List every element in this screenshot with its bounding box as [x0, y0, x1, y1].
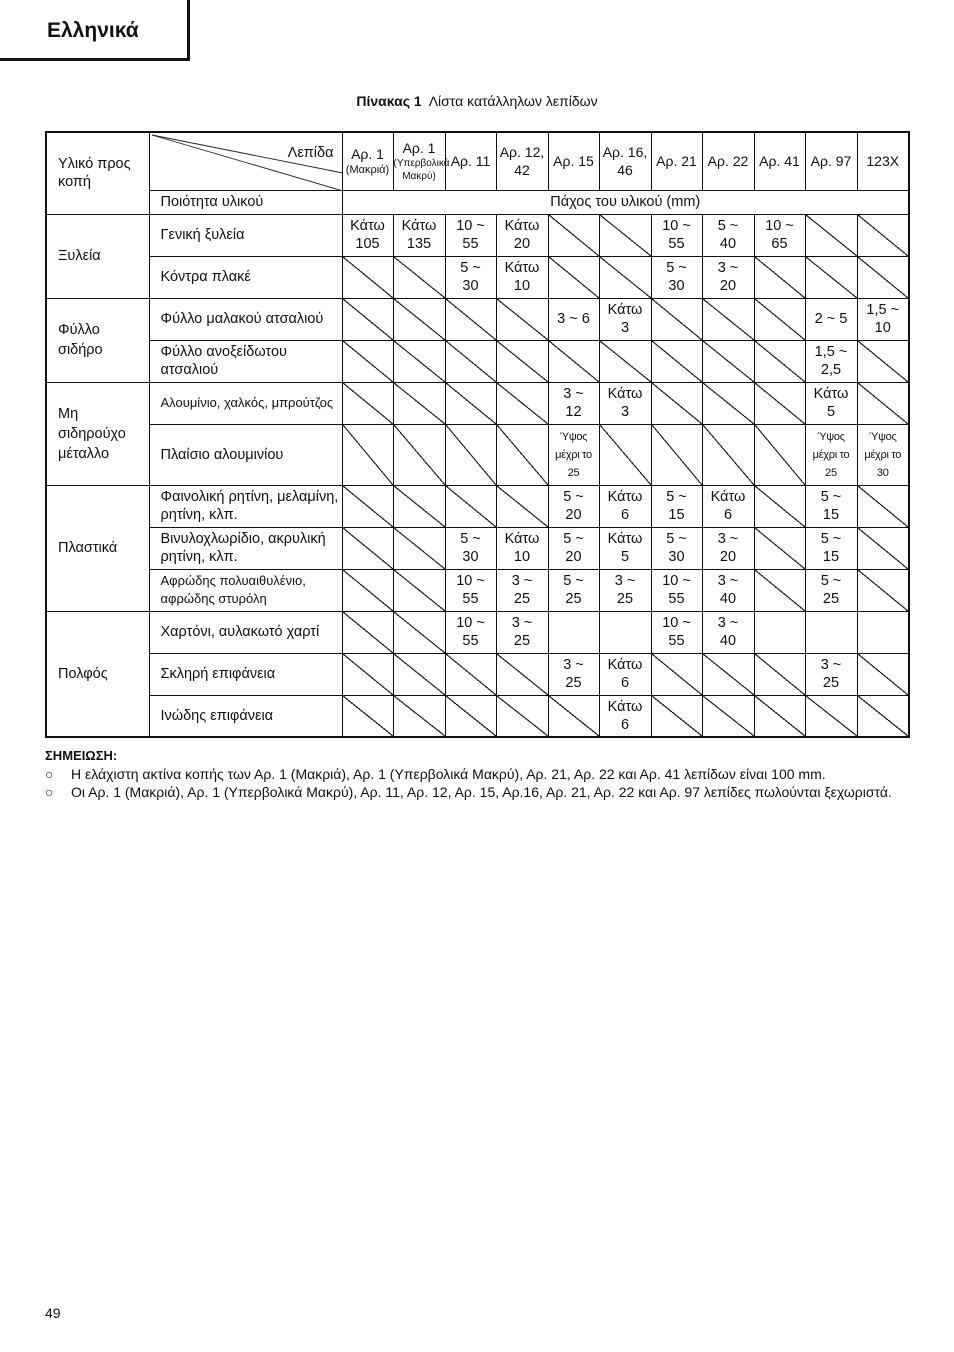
thickness-value: 5 ~ 20 — [563, 531, 584, 565]
thickness-value: 10 ~ 55 — [456, 573, 485, 607]
thickness-value: Κάτω 5 — [607, 531, 643, 565]
thickness-cell — [599, 298, 651, 340]
thickness-cell — [548, 569, 599, 611]
not-applicable-cell — [702, 653, 754, 695]
not-applicable-cell — [548, 695, 599, 737]
thickness-value: 5 ~ 30 — [666, 531, 687, 565]
not-applicable-cell — [342, 695, 393, 737]
quality-cell — [149, 653, 342, 695]
material-label: Ξυλεία — [58, 248, 101, 264]
quality-label: Σκληρή επιφάνεια — [160, 666, 276, 682]
quality-label: Φύλλο μαλακού ατσαλιού — [160, 311, 324, 327]
table-caption — [0, 93, 954, 109]
not-applicable-cell — [651, 653, 702, 695]
thickness-cell — [496, 256, 548, 298]
thickness-cell — [599, 485, 651, 527]
thickness-value: 3 ~ 25 — [511, 573, 533, 607]
thickness-value: 3 ~ 25 — [820, 657, 842, 691]
thickness-header — [342, 190, 909, 214]
thickness-cell — [857, 298, 909, 340]
quality-label: Φύλλο ανοξείδωτου ατσαλιού — [160, 344, 287, 378]
not-applicable-cell — [445, 340, 496, 382]
thickness-value: Κάτω 3 — [607, 386, 643, 420]
blade-name: 123X — [866, 153, 900, 170]
not-applicable-cell — [651, 298, 702, 340]
blade-column-header — [805, 132, 857, 190]
not-applicable-cell — [754, 569, 805, 611]
thickness-value: 5 ~ 30 — [460, 531, 481, 565]
quality-label: Πλαίσιο αλουμινίου — [160, 446, 284, 463]
table-row — [46, 569, 909, 611]
blade-column-header — [496, 132, 548, 190]
thickness-cell — [702, 485, 754, 527]
thickness-value: Κάτω 105 — [350, 218, 385, 252]
blade-name: Αρ. 97 — [810, 153, 852, 170]
thickness-cell — [548, 485, 599, 527]
not-applicable-cell — [393, 485, 445, 527]
thickness-value: 5 ~ 20 — [563, 489, 584, 523]
thickness-value: 5 ~ 15 — [820, 531, 842, 565]
blade-name: Αρ. 1 — [402, 140, 436, 157]
thickness-cell — [702, 256, 754, 298]
quality-cell — [149, 298, 342, 340]
material-cell — [46, 485, 149, 611]
thickness-cell — [599, 382, 651, 424]
thickness-value: 3 ~ 25 — [511, 615, 533, 649]
thickness-value: Κάτω 20 — [504, 218, 540, 252]
thickness-value: Κάτω 3 — [607, 302, 643, 336]
thickness-value: Κάτω 10 — [504, 531, 540, 565]
blade-header-label: Λεπίδα — [287, 145, 334, 161]
thickness-value: 10 ~ 55 — [456, 218, 485, 252]
not-applicable-cell — [393, 424, 445, 485]
not-applicable-cell — [599, 424, 651, 485]
thickness-cell — [805, 485, 857, 527]
diagonal-lines — [150, 133, 343, 191]
thickness-value: Κάτω 6 — [710, 489, 746, 523]
diagonal-header — [149, 132, 342, 190]
thickness-cell — [445, 527, 496, 569]
not-applicable-cell — [754, 424, 805, 485]
not-applicable-cell — [342, 340, 393, 382]
thickness-cell — [445, 569, 496, 611]
blade-column-header — [548, 132, 599, 190]
thickness-cell — [548, 527, 599, 569]
material-cell — [46, 298, 149, 382]
material-header-label: Υλικό προς κοπή — [58, 156, 131, 191]
thickness-cell — [342, 214, 393, 256]
page-number: 49 — [45, 1305, 61, 1321]
thickness-value: 5 ~ 30 — [460, 260, 481, 294]
not-applicable-cell — [651, 340, 702, 382]
not-applicable-cell — [548, 340, 599, 382]
thickness-cell — [651, 527, 702, 569]
not-applicable-cell — [445, 695, 496, 737]
not-applicable-cell — [805, 214, 857, 256]
thickness-value: 5 ~ 25 — [563, 573, 584, 607]
thickness-cell — [702, 611, 754, 653]
quality-label: Ινώδης επιφάνεια — [160, 707, 274, 724]
thickness-cell — [548, 424, 599, 485]
thickness-cell — [548, 382, 599, 424]
thickness-cell — [548, 611, 599, 653]
notes-section — [45, 747, 907, 801]
thickness-cell — [445, 214, 496, 256]
not-applicable-cell — [754, 695, 805, 737]
thickness-value: Ύψος μέχρι το 30 — [864, 430, 902, 479]
quality-cell — [149, 611, 342, 653]
not-applicable-cell — [754, 653, 805, 695]
note-item — [45, 765, 907, 783]
thickness-value: 3 ~ 6 — [557, 311, 590, 327]
not-applicable-cell — [342, 256, 393, 298]
quality-cell — [149, 382, 342, 424]
thickness-value: Κάτω 10 — [504, 260, 540, 294]
blade-column-header — [754, 132, 805, 190]
note-text: Οι Αρ. 1 (Μακριά), Αρ. 1 (Υπερβολικά Μακρύ), Αρ. 11, Αρ. 12, Αρ. 15, Αρ.16, Αρ. 21, Αρ. 22 και Αρ. 97 λεπίδες πωλούνται ξεχωριστά. — [71, 784, 892, 800]
material-header — [46, 132, 149, 214]
thickness-value: Ύψος μέχρι το 25 — [555, 430, 592, 479]
not-applicable-cell — [393, 382, 445, 424]
blade-name: Αρ. 22 — [707, 153, 749, 170]
thickness-value: 3 ~ 20 — [717, 260, 739, 294]
table-row — [46, 214, 909, 256]
blade-name: Αρ. 12, 42 — [499, 144, 545, 179]
not-applicable-cell — [702, 382, 754, 424]
blade-column-header — [651, 132, 702, 190]
not-applicable-cell — [496, 485, 548, 527]
thickness-value: 3 ~ 12 — [563, 386, 584, 420]
thickness-cell — [496, 527, 548, 569]
thickness-value: 10 ~ 65 — [765, 218, 794, 252]
material-cell — [46, 611, 149, 737]
circle-bullet-icon: ○ — [45, 784, 54, 800]
quality-cell — [149, 340, 342, 382]
quality-label: Αφρώδης πολυαιθυλένιο, αφρώδης στυρόλη — [160, 573, 306, 606]
thickness-value: 1,5 ~ 10 — [866, 302, 900, 336]
material-label: Μη σιδηρούχο μέταλλο — [58, 405, 126, 462]
header-row-blades — [46, 132, 909, 190]
not-applicable-cell — [496, 298, 548, 340]
circle-bullet-icon: ○ — [45, 766, 54, 782]
thickness-cell — [496, 569, 548, 611]
thickness-cell — [857, 424, 909, 485]
caption-label: Πίνακας 1 — [356, 93, 422, 109]
table-row — [46, 382, 909, 424]
thickness-cell — [599, 653, 651, 695]
thickness-cell — [599, 527, 651, 569]
not-applicable-cell — [599, 256, 651, 298]
blade-column-header — [702, 132, 754, 190]
not-applicable-cell — [754, 256, 805, 298]
not-applicable-cell — [393, 527, 445, 569]
table-row — [46, 256, 909, 298]
not-applicable-cell — [599, 214, 651, 256]
thickness-value: Κάτω 6 — [607, 489, 643, 523]
thickness-value: 5 ~ 25 — [820, 573, 842, 607]
not-applicable-cell — [857, 382, 909, 424]
not-applicable-cell — [754, 298, 805, 340]
blade-subname: (Μακριά) — [345, 164, 390, 177]
quality-label: Χαρτόνι, αυλακωτό χαρτί — [160, 624, 320, 640]
thickness-value: Κάτω 5 — [813, 386, 849, 420]
not-applicable-cell — [342, 298, 393, 340]
thickness-value: 5 ~ 15 — [820, 489, 842, 523]
not-applicable-cell — [393, 256, 445, 298]
quality-cell — [149, 695, 342, 737]
not-applicable-cell — [496, 382, 548, 424]
note-item — [45, 783, 907, 801]
thickness-cell — [754, 214, 805, 256]
thickness-cell — [805, 382, 857, 424]
blade-subname: (Υπερβολικά Μακρύ) — [393, 158, 450, 183]
not-applicable-cell — [393, 611, 445, 653]
quality-cell — [149, 569, 342, 611]
material-cell — [46, 382, 149, 485]
language-label: Ελληνικά — [47, 19, 139, 42]
not-applicable-cell — [651, 424, 702, 485]
table-row — [46, 653, 909, 695]
quality-header-label: Ποιότητα υλικού — [160, 194, 264, 210]
thickness-cell — [651, 214, 702, 256]
not-applicable-cell — [651, 382, 702, 424]
notes-title: ΣΗΜΕΙΩΣΗ: — [45, 748, 118, 763]
blade-table — [45, 131, 910, 738]
quality-cell — [149, 256, 342, 298]
thickness-value: 5 ~ 15 — [666, 489, 687, 523]
table-row — [46, 527, 909, 569]
thickness-header-label: Πάχος του υλικού (mm) — [550, 194, 701, 210]
thickness-cell — [445, 256, 496, 298]
thickness-cell — [651, 256, 702, 298]
thickness-cell — [496, 214, 548, 256]
thickness-value: 3 ~ 40 — [717, 573, 739, 607]
not-applicable-cell — [342, 382, 393, 424]
caption-text: Λίστα κατάλληλων λεπίδων — [428, 93, 598, 109]
not-applicable-cell — [393, 695, 445, 737]
thickness-value: 1,5 ~ 2,5 — [814, 344, 848, 378]
quality-label: Αλουμίνιο, χαλκός, μπρούτζος — [160, 395, 334, 410]
thickness-cell — [702, 214, 754, 256]
not-applicable-cell — [702, 298, 754, 340]
quality-header — [149, 190, 342, 214]
thickness-cell — [599, 695, 651, 737]
thickness-cell — [805, 611, 857, 653]
thickness-value: 10 ~ 55 — [662, 573, 691, 607]
quality-cell — [149, 214, 342, 256]
thickness-cell — [496, 611, 548, 653]
thickness-cell — [805, 569, 857, 611]
not-applicable-cell — [445, 298, 496, 340]
thickness-cell — [805, 653, 857, 695]
not-applicable-cell — [445, 485, 496, 527]
thickness-cell — [445, 611, 496, 653]
not-applicable-cell — [496, 424, 548, 485]
not-applicable-cell — [342, 569, 393, 611]
material-label: Φύλλο σιδήρο — [58, 322, 103, 358]
not-applicable-cell — [393, 569, 445, 611]
not-applicable-cell — [805, 256, 857, 298]
material-label: Πολφός — [58, 665, 108, 682]
table-row — [46, 298, 909, 340]
not-applicable-cell — [445, 424, 496, 485]
thickness-cell — [599, 569, 651, 611]
not-applicable-cell — [445, 653, 496, 695]
thickness-value: 10 ~ 55 — [662, 218, 691, 252]
thickness-value: Κάτω 6 — [607, 698, 643, 733]
blade-column-header — [445, 132, 496, 190]
table-row — [46, 485, 909, 527]
thickness-cell — [651, 611, 702, 653]
thickness-value: 3 ~ 40 — [717, 615, 739, 649]
not-applicable-cell — [342, 653, 393, 695]
thickness-value: 3 ~ 20 — [717, 531, 739, 565]
table-row — [46, 424, 909, 485]
thickness-value: 10 ~ 55 — [456, 615, 485, 649]
not-applicable-cell — [702, 424, 754, 485]
thickness-value: Κάτω 135 — [401, 218, 437, 252]
not-applicable-cell — [702, 695, 754, 737]
quality-cell — [149, 424, 342, 485]
not-applicable-cell — [599, 340, 651, 382]
not-applicable-cell — [342, 527, 393, 569]
material-cell — [46, 214, 149, 298]
quality-cell — [149, 485, 342, 527]
thickness-value: 3 ~ 25 — [563, 657, 584, 691]
blade-column-header — [599, 132, 651, 190]
not-applicable-cell — [342, 424, 393, 485]
thickness-value: 3 ~ 25 — [614, 573, 636, 607]
quality-label: Κόντρα πλακέ — [160, 269, 251, 285]
thickness-value: 5 ~ 30 — [666, 260, 687, 294]
not-applicable-cell — [393, 298, 445, 340]
not-applicable-cell — [342, 485, 393, 527]
table-row — [46, 611, 909, 653]
thickness-value: Ύψος μέχρι το 25 — [812, 430, 850, 479]
thickness-value: 5 ~ 40 — [717, 218, 739, 252]
not-applicable-cell — [857, 569, 909, 611]
blade-column-header — [342, 132, 393, 190]
thickness-cell — [548, 298, 599, 340]
thickness-cell — [702, 569, 754, 611]
thickness-value: 2 ~ 5 — [814, 311, 848, 327]
blade-column-header — [393, 132, 450, 190]
table-row — [46, 340, 909, 382]
quality-label: Φαινολική ρητίνη, μελαμίνη, ρητίνη, κλπ. — [160, 489, 339, 523]
language-tab — [0, 0, 190, 61]
not-applicable-cell — [496, 340, 548, 382]
blade-name: Αρ. 1 — [351, 146, 384, 163]
not-applicable-cell — [754, 340, 805, 382]
thickness-cell — [857, 611, 909, 653]
thickness-cell — [805, 298, 857, 340]
not-applicable-cell — [857, 485, 909, 527]
not-applicable-cell — [857, 340, 909, 382]
thickness-cell — [393, 214, 445, 256]
material-label: Πλαστικά — [58, 540, 118, 556]
blade-name: Αρ. 11 — [450, 153, 491, 170]
blade-column-header — [857, 132, 909, 190]
thickness-cell — [754, 611, 805, 653]
not-applicable-cell — [548, 256, 599, 298]
not-applicable-cell — [754, 485, 805, 527]
not-applicable-cell — [651, 695, 702, 737]
not-applicable-cell — [496, 653, 548, 695]
not-applicable-cell — [754, 527, 805, 569]
thickness-cell — [805, 527, 857, 569]
header-row-thickness — [46, 190, 909, 214]
blade-name: Αρ. 21 — [656, 153, 697, 170]
quality-label: Γενική ξυλεία — [160, 227, 245, 243]
not-applicable-cell — [857, 214, 909, 256]
thickness-cell — [702, 527, 754, 569]
thickness-cell — [548, 653, 599, 695]
not-applicable-cell — [857, 695, 909, 737]
not-applicable-cell — [445, 382, 496, 424]
quality-label: Βινυλοχλωρίδιο, ακρυλική ρητίνη, κλπ. — [160, 531, 326, 565]
not-applicable-cell — [548, 214, 599, 256]
not-applicable-cell — [805, 695, 857, 737]
thickness-cell — [805, 340, 857, 382]
not-applicable-cell — [857, 256, 909, 298]
note-text: Η ελάχιστη ακτίνα κοπής των Αρ. 1 (Μακριά), Αρ. 1 (Υπερβολικά Μακρύ), Αρ. 21, Αρ. 22 και Αρ. 41 λεπίδων είναι 100 mm. — [71, 766, 826, 782]
not-applicable-cell — [393, 340, 445, 382]
blade-name: Αρ. 41 — [759, 153, 800, 170]
table-row — [46, 695, 909, 737]
thickness-cell — [651, 485, 702, 527]
not-applicable-cell — [857, 653, 909, 695]
not-applicable-cell — [496, 695, 548, 737]
not-applicable-cell — [702, 340, 754, 382]
thickness-value: 10 ~ 55 — [662, 615, 691, 649]
blade-name: Αρ. 15 — [553, 153, 594, 170]
blade-name: Αρ. 16, 46 — [602, 144, 648, 179]
not-applicable-cell — [342, 611, 393, 653]
not-applicable-cell — [857, 527, 909, 569]
thickness-cell — [651, 569, 702, 611]
thickness-cell — [599, 611, 651, 653]
quality-cell — [149, 527, 342, 569]
thickness-cell — [805, 424, 857, 485]
thickness-value: Κάτω 6 — [607, 657, 643, 691]
not-applicable-cell — [754, 382, 805, 424]
not-applicable-cell — [393, 653, 445, 695]
